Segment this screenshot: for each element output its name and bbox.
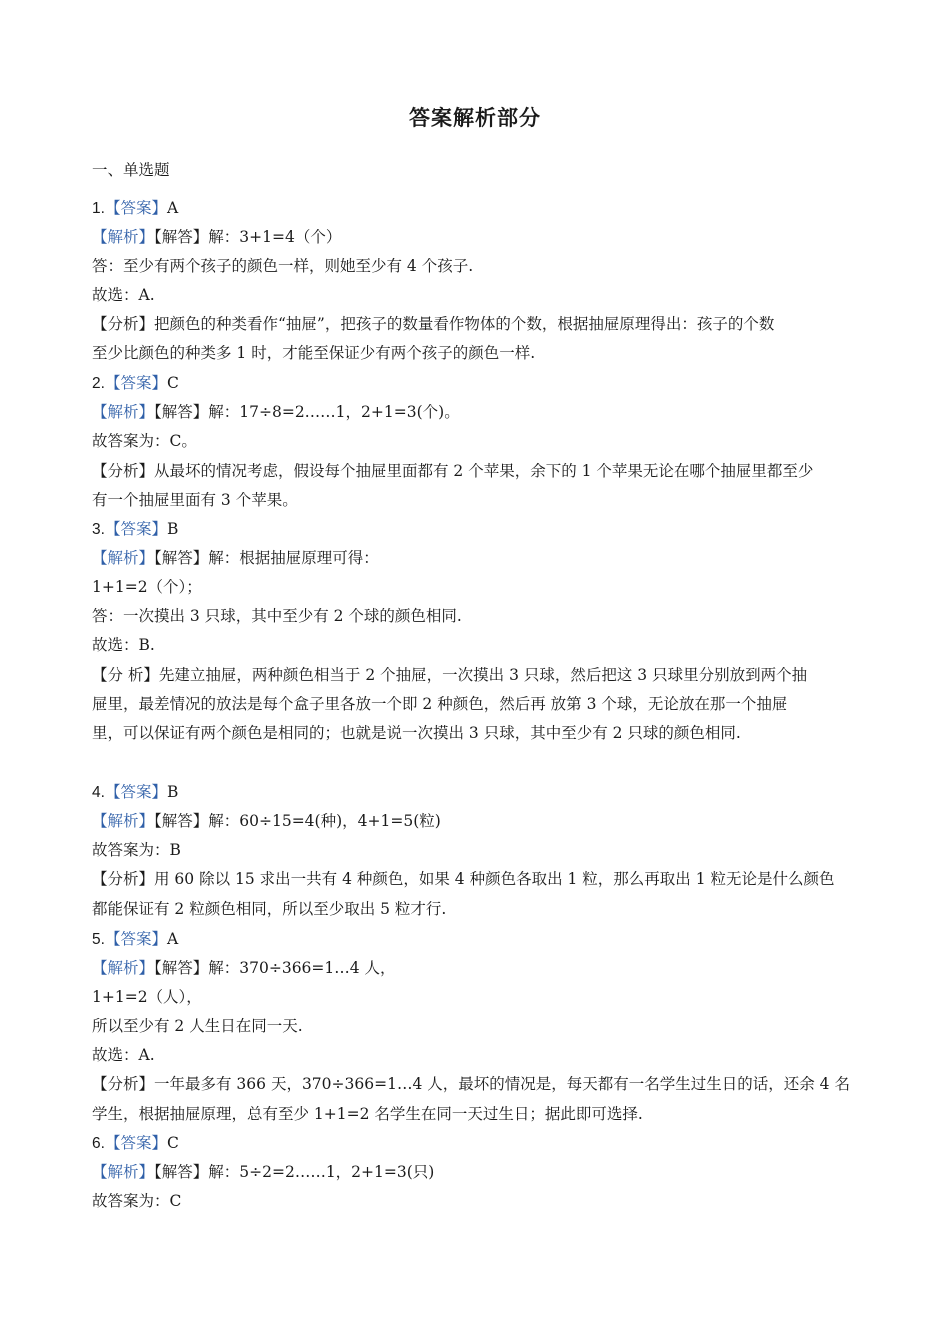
blue-tag: 【答案】	[104, 374, 167, 392]
blue-tag: 【答案】	[104, 930, 167, 948]
text-line	[92, 519, 178, 540]
text-line	[92, 811, 441, 831]
text-line	[92, 869, 835, 889]
text-line	[92, 1162, 434, 1182]
text-line	[92, 198, 178, 219]
text-line	[92, 929, 178, 950]
text-line	[92, 227, 341, 247]
line-text: 有一个抽屉里面有 3 个苹果。	[92, 491, 298, 509]
text-line	[92, 840, 181, 860]
line-text: 【分析】从最坏的情况考虑，假设每个抽屉里面都有 2 个苹果，余下的 1 个苹果无论在哪个抽屉里都至少	[92, 462, 814, 480]
line-text: 【解答】解：60÷15=4(种)，4+1=5(粒)	[154, 812, 441, 830]
text-line	[92, 958, 396, 978]
text-line	[92, 899, 446, 919]
text-line	[92, 694, 787, 714]
line-text: 故选：A.	[92, 1046, 155, 1064]
text-line	[92, 1074, 850, 1094]
line-text: 故答案为：C。	[92, 432, 197, 450]
text-line	[92, 343, 535, 363]
line-text: B	[166, 783, 179, 801]
text-line	[92, 577, 202, 597]
text-line	[92, 1191, 181, 1211]
line-text: 故答案为：B	[92, 841, 181, 859]
blue-tag: 【答案】	[104, 520, 167, 538]
line-text: A	[166, 199, 179, 217]
question-number: 6.	[92, 1135, 105, 1152]
text-line	[92, 402, 460, 422]
line-text: 1+1=2（个）；	[92, 578, 202, 596]
text-line	[92, 1045, 155, 1065]
text-line	[92, 490, 298, 510]
blue-tag: 【解析】	[92, 812, 155, 830]
line-text: 1+1=2（人），	[92, 988, 202, 1006]
page-title: 答案解析部分	[409, 106, 541, 130]
line-text: 至少比颜色的种类多 1 时，才能至保证少有两个孩子的颜色一样.	[92, 344, 536, 362]
question-number: 3.	[92, 521, 105, 538]
text-line	[92, 987, 202, 1007]
text-line	[92, 256, 473, 276]
text-line	[92, 314, 774, 334]
line-text: 故选：B.	[92, 636, 155, 654]
line-text: 【解答】解：370÷366=1…4 人，	[154, 959, 396, 977]
text-line	[92, 1133, 179, 1154]
line-text: 【解答】解：17÷8=2……1，2+1=3(个)。	[154, 403, 460, 421]
text-line	[92, 548, 379, 568]
blue-tag: 【解析】	[92, 403, 155, 421]
blue-tag: 【答案】	[104, 1134, 167, 1152]
question-number: 2.	[92, 375, 105, 392]
line-text: B	[166, 520, 179, 538]
line-text: 里，可以保证有两个颜色是相同的；也就是说一次摸出 3 只球，其中至少有 2 只球的颜色相同.	[92, 724, 741, 742]
line-text: 学生，根据抽屉原理，总有至少 1+1=2 名学生在同一天过生日；据此即可选择.	[92, 1105, 643, 1123]
line-text: 【解答】解：根据抽屉原理可得：	[154, 549, 379, 567]
text-line	[92, 1016, 303, 1036]
line-text: C	[166, 1134, 179, 1152]
text-line	[92, 723, 741, 743]
text-line	[92, 782, 178, 803]
blue-tag: 【答案】	[104, 199, 167, 217]
text-line	[92, 665, 807, 685]
text-line	[92, 1104, 643, 1124]
question-number: 1.	[92, 200, 105, 217]
blue-tag: 【解析】	[92, 549, 155, 567]
line-text: 【分析】把颜色的种类看作“抽屉”，把孩子的数量看作物体的个数，根据抽屉原理得出：孩子的个数	[92, 315, 775, 333]
line-text: 故选：A.	[92, 286, 155, 304]
line-text: 答：一次摸出 3 只球，其中至少有 2 个球的颜色相同.	[92, 607, 462, 625]
line-text: 【分 析】先建立抽屉，两种颜色相当于 2 个抽屉，一次摸出 3 只球，然后把这 3 只球里分别放到两个抽	[92, 666, 808, 684]
line-text: 故答案为：C	[92, 1192, 182, 1210]
line-text: 都能保证有 2 粒颜色相同，所以至少取出 5 粒才行.	[92, 900, 447, 918]
blue-tag: 【解析】	[92, 1163, 155, 1181]
line-text: 【分析】用 60 除以 15 求出一共有 4 种颜色，如果 4 种颜色各取出 1 粒，那么再取出 1 粒无论是什么颜色	[92, 870, 835, 888]
text-line	[92, 606, 462, 626]
text-line	[92, 635, 155, 655]
blue-tag: 【答案】	[104, 783, 167, 801]
text-line	[92, 285, 155, 305]
text-line	[92, 431, 197, 451]
section-heading: 一、单选题	[92, 161, 170, 179]
blue-tag: 【解析】	[92, 228, 155, 246]
line-text: 所以至少有 2 人生日在同一天.	[92, 1017, 303, 1035]
blue-tag: 【解析】	[92, 959, 155, 977]
line-text: 【解答】解：3+1=4（个）	[154, 228, 342, 246]
line-text: C	[166, 374, 179, 392]
text-line	[92, 461, 813, 481]
line-text: A	[166, 930, 179, 948]
line-text: 【解答】解：5÷2=2……1，2+1=3(只)	[154, 1163, 435, 1181]
question-number: 5.	[92, 931, 105, 948]
line-text: 【分析】一年最多有 366 天，370÷366=1…4 人，最坏的情况是，每天都有一名学生过生日的话，还余 4 名	[92, 1075, 850, 1093]
line-text: 屉里，最差情况的放法是每个盒子里各放一个即 2 种颜色，然后再 放第 3 个球，无论放在那一个抽屉	[92, 695, 788, 713]
line-text: 答：至少有两个孩子的颜色一样，则她至少有 4 个孩子.	[92, 257, 474, 275]
text-line	[92, 373, 179, 394]
question-number: 4.	[92, 784, 105, 801]
